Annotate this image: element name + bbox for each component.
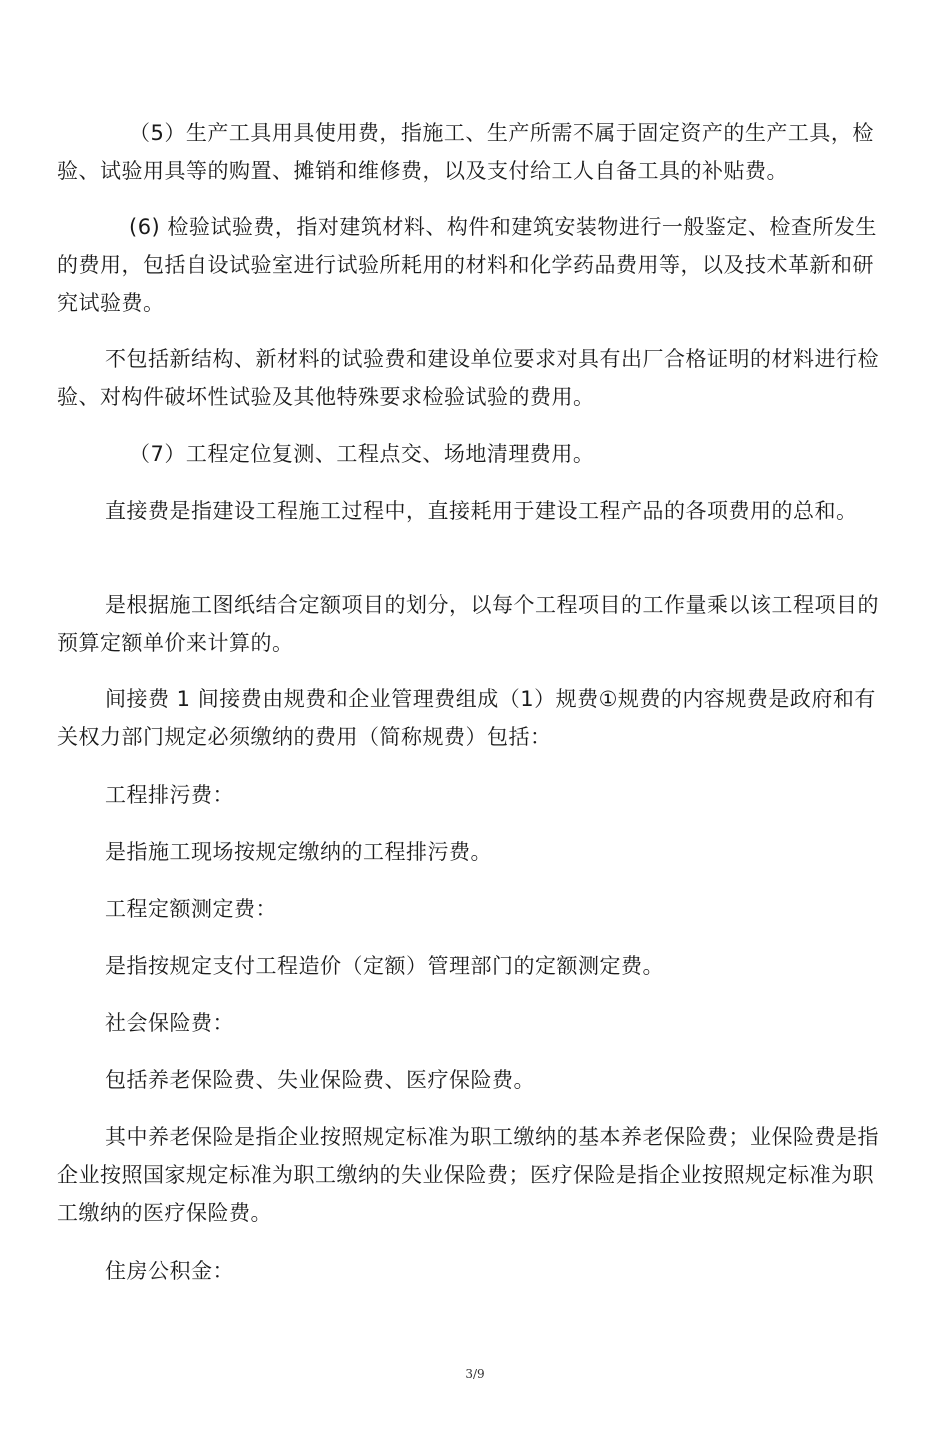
heading-housing-fund: 住房公积金：	[105, 1259, 234, 1283]
paragraph-item-6: (6) 检验试验费，指对建筑材料、构件和建筑安装物进行一般鉴定、检查所发生的费用，包括自设试验室进行试验所耗用的材料和化学药品费用等，以及技术革新和研究试验费。	[57, 215, 877, 315]
paragraph-exclusions: 不包括新结构、新材料的试验费和建设单位要求对具有出厂合格证明的材料进行检验、对构件破坏性试验及其他特殊要求检验试验的费用。	[57, 347, 879, 409]
paragraph-indirect-cost: 间接费 1 间接费由规费和企业管理费组成（1）规费①规费的内容规费是政府和有关权力部门规定必须缴纳的费用（简称规费）包括：	[57, 687, 876, 749]
paragraph-quota-fee: 是指按规定支付工程造价（定额）管理部门的定额测定费。	[105, 954, 664, 978]
paragraph-social-insurance: 包括养老保险费、失业保险费、医疗保险费。	[105, 1068, 535, 1092]
paragraph-item-7: （7）工程定位复测、工程点交、场地清理费用。	[129, 442, 595, 466]
heading-social-insurance: 社会保险费：	[105, 1011, 234, 1035]
page-number: 3/9	[465, 1367, 485, 1381]
heading-quota-fee: 工程定额测定费：	[105, 897, 277, 921]
paragraph-item-5: （5）生产工具用具使用费，指施工、生产所需不属于固定资产的生产工具，检验、试验用具等的购置、摊销和维修费，以及支付给工人自备工具的补贴费。	[57, 121, 874, 183]
paragraph-direct-cost: 直接费是指建设工程施工过程中，直接耗用于建设工程产品的各项费用的总和。	[105, 499, 858, 523]
paragraph-calculation: 是根据施工图纸结合定额项目的划分，以每个工程项目的工作量乘以该工程项目的预算定额单价来计算的。	[57, 593, 879, 655]
heading-sewage-fee: 工程排污费：	[105, 783, 234, 807]
paragraph-insurance-details: 其中养老保险是指企业按照规定标准为职工缴纳的基本养老保险费；业保险费是指企业按照国家规定标准为职工缴纳的失业保险费；医疗保险是指企业按照规定标准为职工缴纳的医疗保险费。	[57, 1125, 879, 1225]
paragraph-sewage-fee: 是指施工现场按规定缴纳的工程排污费。	[105, 840, 492, 864]
